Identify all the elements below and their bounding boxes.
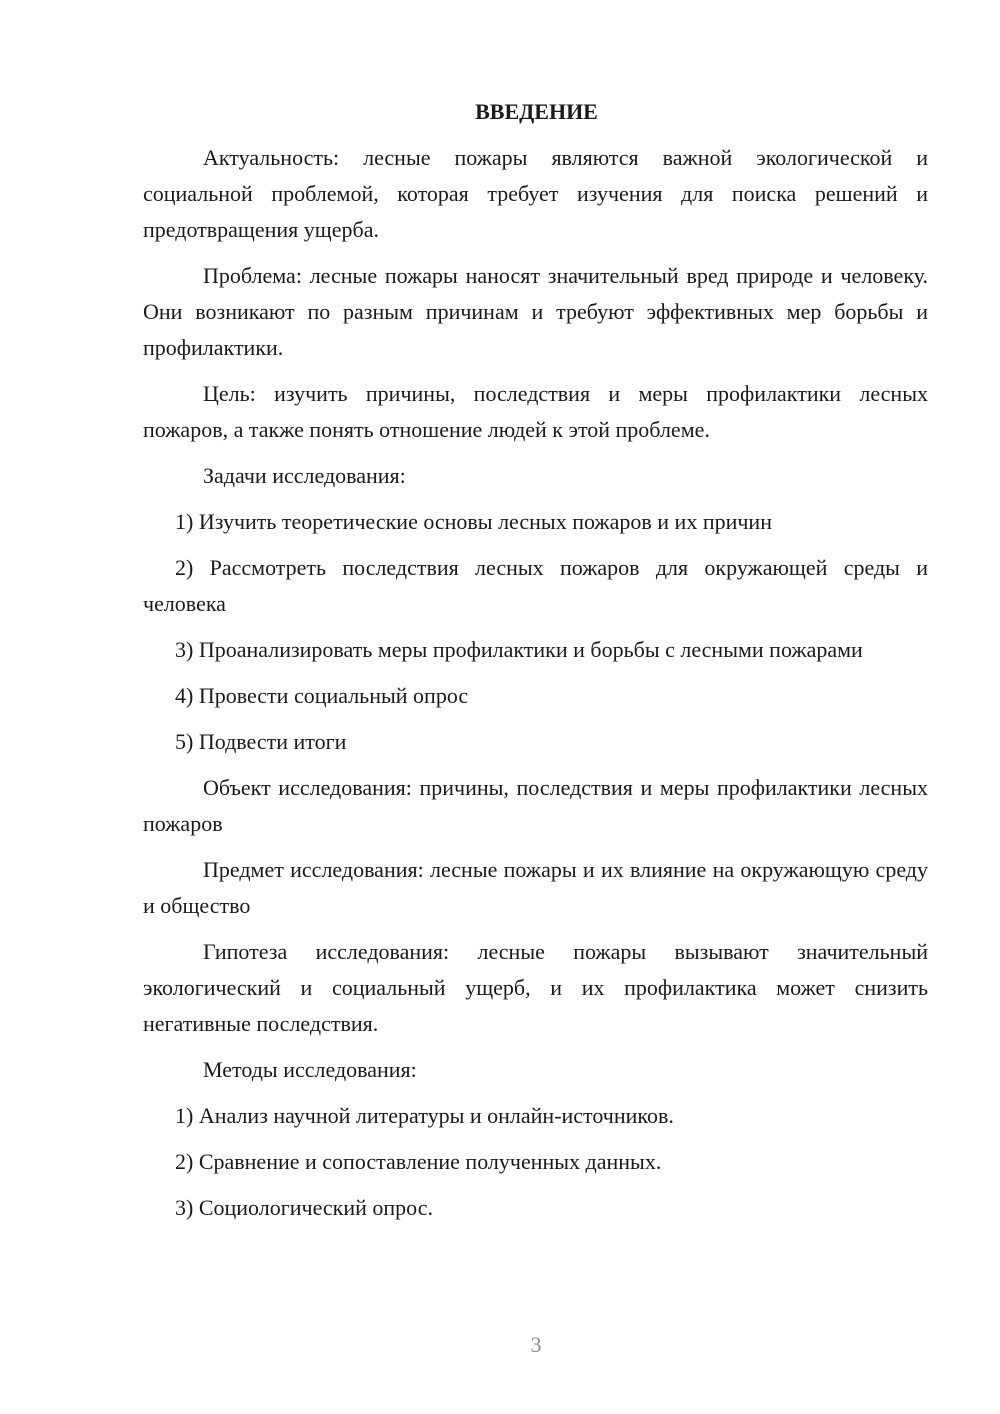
goal-paragraph: Цель: изучить причины, последствия и меры профилактики лесных пожаров, а также понять отношение людей к этой проблеме. [143, 381, 928, 442]
method-item-1: 1) Анализ научной литературы и онлайн-источников. [175, 1103, 674, 1128]
hypothesis-paragraph: Гипотеза исследования: лесные пожары вызывают значительный экологический и социальный ущерб, и их профилактика может снизить негативные последствия. [143, 939, 928, 1036]
task-item-2: 2) Рассмотреть последствия лесных пожаров для окружающей среды и человека [143, 555, 928, 616]
tasks-title: Задачи исследования: [203, 463, 406, 488]
section-heading: ВВЕДЕНИЕ [475, 99, 598, 124]
task-item-3: 3) Проанализировать меры профилактики и борьбы с лесными пожарами [175, 637, 863, 662]
methods-title: Методы исследования: [203, 1057, 417, 1082]
object-paragraph: Объект исследования: причины, последствия и меры профилактики лесных пожаров [143, 775, 928, 836]
task-item-5: 5) Подвести итоги [175, 729, 347, 754]
relevance-paragraph: Актуальность: лесные пожары являются важной экологической и социальной проблемой, которая требует изучения для поиска решений и предотвращения ущерба. [143, 145, 928, 242]
task-item-1: 1) Изучить теоретические основы лесных пожаров и их причин [175, 509, 772, 534]
problem-paragraph: Проблема: лесные пожары наносят значительный вред природе и человеку. Они возникают по разным причинам и требуют эффективных мер борьбы и профилактики. [143, 263, 928, 360]
method-item-3: 3) Социологический опрос. [175, 1195, 433, 1220]
subject-paragraph: Предмет исследования: лесные пожары и их влияние на окружающую среду и общество [143, 857, 928, 918]
method-item-2: 2) Сравнение и сопоставление полученных данных. [175, 1149, 662, 1174]
page-number: 3 [530, 1332, 542, 1357]
task-item-4: 4) Провести социальный опрос [175, 683, 469, 708]
page-content [143, 94, 928, 1236]
